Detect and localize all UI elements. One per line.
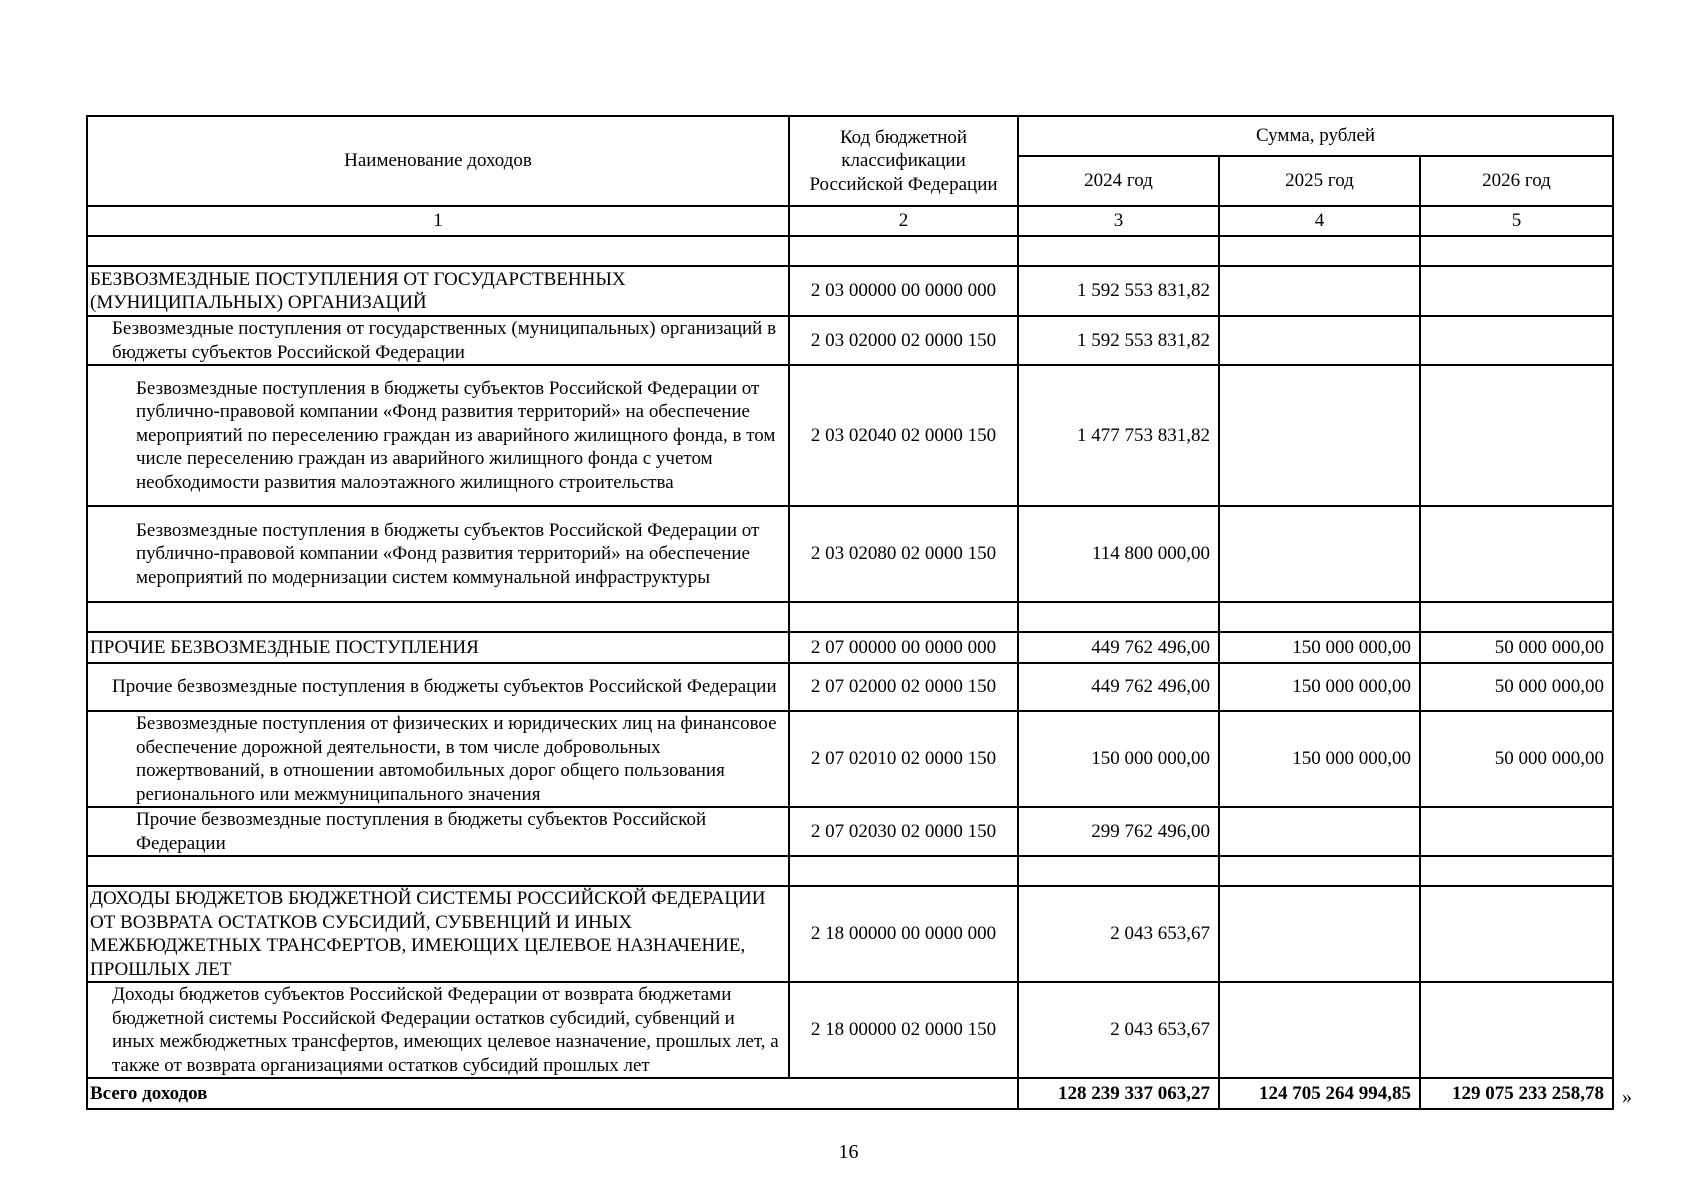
page-number: 16	[838, 1141, 859, 1163]
budget-code: 2 03 00000 00 0000 000	[789, 266, 1018, 316]
budget-code: 2 07 02010 02 0000 150	[789, 711, 1018, 807]
amount-2024: 150 000 000,00	[1018, 711, 1219, 807]
table-row	[87, 506, 1613, 602]
table-row	[87, 316, 1613, 365]
budget-code: 2 03 02040 02 0000 150	[789, 365, 1018, 506]
column-number-row	[87, 206, 1613, 236]
budget-code: 2 18 00000 00 0000 000	[789, 886, 1018, 982]
income-name: Безвозмездные поступления в бюджеты субъектов Российской Федерации от публично-правовой компании «Фонд развития территорий» на обеспечение мероприятий по переселению граждан из аварийного жилищного фонда, в том числе переселению граждан из аварийного жилищного фонда с учетом необходимости развития малоэтажного жилищного строительства	[87, 365, 789, 506]
amount-2025: 150 000 000,00	[1219, 663, 1420, 711]
amount-2026	[1420, 266, 1613, 316]
income-name: Безвозмездные поступления в бюджеты субъектов Российской Федерации от публично-правовой компании «Фонд развития территорий» на обеспечение мероприятий по модернизации систем коммунальной инфраструктуры	[87, 506, 789, 602]
amount-2025	[1219, 365, 1420, 506]
column-number: 2	[789, 206, 1018, 236]
table-row	[87, 632, 1613, 663]
table-row	[87, 711, 1613, 807]
budget-code: 2 07 00000 00 0000 000	[789, 632, 1018, 663]
amount-2024: 449 762 496,00	[1018, 663, 1219, 711]
header-sum: Сумма, рублей	[1018, 116, 1613, 156]
amount-2026	[1420, 982, 1613, 1078]
amount-2024: 1 592 553 831,82	[1018, 316, 1219, 365]
closing-quote: »	[1622, 1086, 1632, 1108]
amount-2025: 150 000 000,00	[1219, 711, 1420, 807]
header-income-name: Наименование доходов	[87, 116, 789, 206]
spacer-row	[87, 856, 1613, 886]
amount-2025	[1219, 266, 1420, 316]
amount-2024: 2 043 653,67	[1018, 982, 1219, 1078]
total-2024: 128 239 337 063,27	[1018, 1078, 1219, 1109]
amount-2026	[1420, 807, 1613, 856]
total-2025: 124 705 264 994,85	[1219, 1078, 1420, 1109]
amount-2025	[1219, 506, 1420, 602]
budget-code: 2 18 00000 02 0000 150	[789, 982, 1018, 1078]
amount-2026: 50 000 000,00	[1420, 663, 1613, 711]
table-row	[87, 807, 1613, 856]
income-name: Прочие безвозмездные поступления в бюджеты субъектов Российской Федерации	[87, 663, 789, 711]
income-name: БЕЗВОЗМЕЗДНЫЕ ПОСТУПЛЕНИЯ ОТ ГОСУДАРСТВЕННЫХ (МУНИЦИПАЛЬНЫХ) ОРГАНИЗАЦИЙ	[87, 266, 789, 316]
income-name: Доходы бюджетов субъектов Российской Федерации от возврата бюджетами бюджетной системы Российской Федерации остатков субсидий, субвенций и иных межбюджетных трансфертов, имеющих целевое назначение, прошлых лет, а также от возврата организациями остатков субсидий прошлых лет	[87, 982, 789, 1078]
spacer-row	[87, 236, 1613, 266]
amount-2025	[1219, 316, 1420, 365]
amount-2024: 2 043 653,67	[1018, 886, 1219, 982]
amount-2025	[1219, 807, 1420, 856]
amount-2026	[1420, 886, 1613, 982]
column-number: 5	[1420, 206, 1613, 236]
income-name: Прочие безвозмездные поступления в бюджеты субъектов Российской Федерации	[87, 807, 789, 856]
income-name: ПРОЧИЕ БЕЗВОЗМЕЗДНЫЕ ПОСТУПЛЕНИЯ	[87, 632, 789, 663]
header-budget-code: Код бюджетной классификации Российской Федерации	[789, 116, 1018, 206]
table-row	[87, 886, 1613, 982]
table-row	[87, 663, 1613, 711]
budget-code: 2 07 02000 02 0000 150	[789, 663, 1018, 711]
amount-2024: 1 477 753 831,82	[1018, 365, 1219, 506]
amount-2025	[1219, 982, 1420, 1078]
amount-2026	[1420, 506, 1613, 602]
amount-2025: 150 000 000,00	[1219, 632, 1420, 663]
column-number: 3	[1018, 206, 1219, 236]
column-number: 1	[87, 206, 789, 236]
total-2026: 129 075 233 258,78	[1420, 1078, 1613, 1109]
spacer-row	[87, 602, 1613, 632]
budget-code: 2 03 02000 02 0000 150	[789, 316, 1018, 365]
table-row	[87, 266, 1613, 316]
budget-code: 2 03 02080 02 0000 150	[789, 506, 1018, 602]
amount-2026: 50 000 000,00	[1420, 632, 1613, 663]
table-row	[87, 982, 1613, 1078]
amount-2024: 114 800 000,00	[1018, 506, 1219, 602]
column-number: 4	[1219, 206, 1420, 236]
income-name: Безвозмездные поступления от государственных (муниципальных) организаций в бюджеты субъектов Российской Федерации	[87, 316, 789, 365]
table-row	[87, 365, 1613, 506]
amount-2024: 299 762 496,00	[1018, 807, 1219, 856]
revenue-table	[86, 115, 1614, 1110]
amount-2026	[1420, 316, 1613, 365]
budget-code: 2 07 02030 02 0000 150	[789, 807, 1018, 856]
header-year-2024: 2024 год	[1018, 156, 1219, 206]
amount-2026: 50 000 000,00	[1420, 711, 1613, 807]
header-year-2025: 2025 год	[1219, 156, 1420, 206]
income-name: Безвозмездные поступления от физических и юридических лиц на финансовое обеспечение дорожной деятельности, в том числе добровольных пожертвований, в отношении автомобильных дорог общего пользования регионального или межмуниципального значения	[87, 711, 789, 807]
total-label: Всего доходов	[87, 1078, 1018, 1109]
amount-2024: 1 592 553 831,82	[1018, 266, 1219, 316]
amount-2026	[1420, 365, 1613, 506]
total-row	[87, 1078, 1613, 1109]
amount-2025	[1219, 886, 1420, 982]
amount-2024: 449 762 496,00	[1018, 632, 1219, 663]
income-name: ДОХОДЫ БЮДЖЕТОВ БЮДЖЕТНОЙ СИСТЕМЫ РОССИЙСКОЙ ФЕДЕРАЦИИ ОТ ВОЗВРАТА ОСТАТКОВ СУБСИДИЙ, СУБВЕНЦИЙ И ИНЫХ МЕЖБЮДЖЕТНЫХ ТРАНСФЕРТОВ, ИМЕЮЩИХ ЦЕЛЕВОЕ НАЗНАЧЕНИЕ, ПРОШЛЫХ ЛЕТ	[87, 886, 789, 982]
header-year-2026: 2026 год	[1420, 156, 1613, 206]
